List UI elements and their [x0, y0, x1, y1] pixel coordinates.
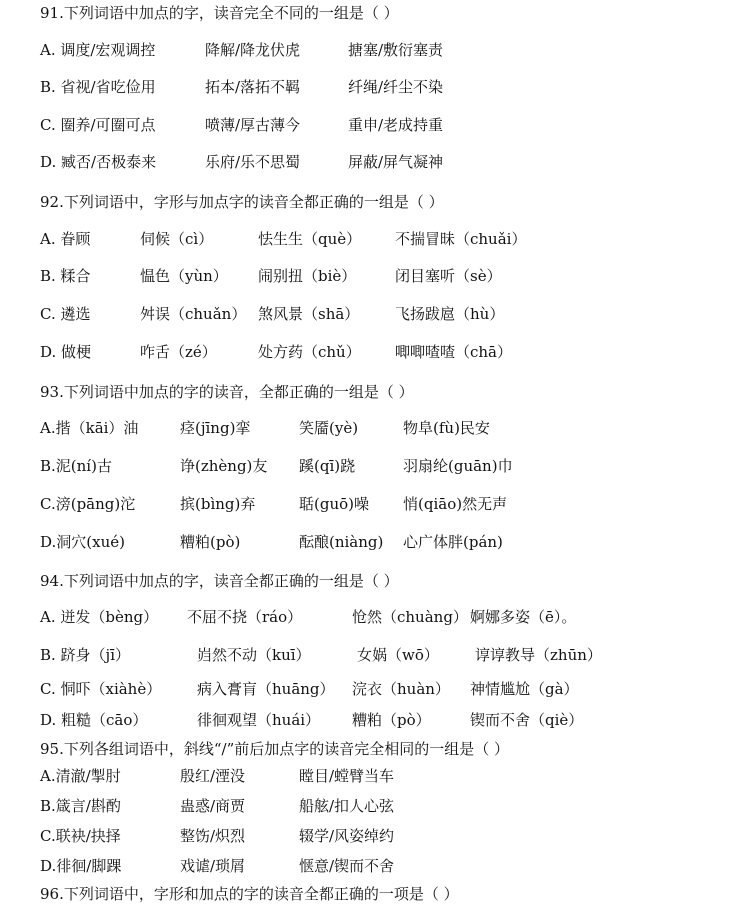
option-word: 诤(zhèng)友	[180, 457, 268, 475]
option-label: B.泥(ní)古	[40, 457, 112, 475]
option-label: A.揩（kāi）油	[40, 419, 139, 437]
question-93-stem: 93.下列词语中加点的字的读音，全都正确的一组是（ ）	[40, 383, 414, 401]
q92-option-c	[0, 305, 743, 323]
option-word: 神情尴尬（gà）	[470, 680, 579, 698]
option-word: 瞠目/螳臂当车	[299, 767, 395, 785]
option-label: A. 迸发（bèng）	[40, 608, 159, 626]
question-91-stem: 91.下列词语中加点的字，读音完全不同的一组是（ ）	[40, 4, 399, 22]
option-word: 乐府/乐不思蜀	[205, 153, 301, 171]
option-word: 蛊惑/商贾	[180, 797, 246, 815]
option-word: 屏蔽/屏气凝神	[348, 153, 444, 171]
option-word: 岿然不动（kuī）	[197, 646, 311, 664]
option-label: A. 眷顾	[40, 230, 91, 248]
q93-option-d	[0, 533, 743, 551]
option-word: 心广体胖(pán)	[403, 533, 503, 551]
q94-option-d	[0, 711, 743, 729]
option-word: 婀娜多姿（ē）。	[470, 608, 577, 626]
option-label: D.洞穴(xué)	[40, 533, 125, 551]
question-96-stem: 96.下列词语中，字形和加点的字的读音全都正确的一项是（ ）	[40, 885, 459, 903]
question-94-stem: 94.下列词语中加点的字，读音全都正确的一组是（ ）	[40, 572, 399, 590]
q95-option-c	[0, 827, 743, 845]
option-word: 纤绳/纤尘不染	[348, 78, 444, 96]
option-word: 酝酿(niàng)	[299, 533, 384, 551]
q94-option-c	[0, 680, 743, 698]
option-word: 惬意/锲而不舍	[299, 857, 395, 875]
q95-option-d	[0, 857, 743, 875]
option-word: 处方药（chǔ）	[258, 343, 361, 361]
option-label: B. 省视/省吃俭用	[40, 78, 156, 96]
option-word: 浣衣（huàn）	[352, 680, 450, 698]
option-word: 戏谑/琐屑	[180, 857, 246, 875]
option-label: C. 圈养/可圈可点	[40, 116, 156, 134]
q93-option-a	[0, 419, 743, 437]
option-word: 殷红/湮没	[180, 767, 246, 785]
option-word: 重申/老成持重	[348, 116, 444, 134]
option-word: 蹊(qī)跷	[299, 457, 356, 475]
question-95-stem: 95.下列各组词语中，斜线“/”前后加点字的读音完全相同的一组是（ ）	[40, 740, 510, 758]
option-label: B.箴言/斟酌	[40, 797, 121, 815]
option-word: 糟粕(pò)	[180, 533, 241, 551]
q91-option-c	[0, 116, 743, 134]
option-word: 女娲（wō）	[357, 646, 439, 664]
option-label: C. 恫吓（xiàhè）	[40, 680, 162, 698]
option-word: 物阜(fù)民安	[403, 419, 490, 437]
option-label: C.滂(pāng)沱	[40, 495, 136, 513]
q91-option-a	[0, 41, 743, 59]
option-label: A.清澈/掣肘	[40, 767, 121, 785]
option-word: 闭目塞听（sè）	[395, 267, 502, 285]
option-word: 怯生生（què）	[258, 230, 362, 248]
option-label: C.联袂/抉择	[40, 827, 121, 845]
option-word: 降解/降龙伏虎	[205, 41, 301, 59]
option-word: 整饬/炽烈	[180, 827, 246, 845]
option-word: 唧唧喳喳（chā）	[395, 343, 513, 361]
option-label: B. 糅合	[40, 267, 91, 285]
option-word: 锲而不舍（qiè）	[470, 711, 584, 729]
option-word: 笑靥(yè)	[299, 419, 359, 437]
option-word: 舛误（chuǎn）	[140, 305, 247, 323]
option-label: B. 跻身（jī）	[40, 646, 131, 664]
option-word: 煞风景（shā）	[258, 305, 360, 323]
option-word: 搪塞/敷衍塞责	[348, 41, 444, 59]
option-word: 痉(jīng)挛	[180, 419, 251, 437]
option-word: 羽扇纶(guān)巾	[403, 457, 513, 475]
option-word: 拓本/落拓不羁	[205, 78, 301, 96]
option-label: D.徘徊/脚踝	[40, 857, 122, 875]
option-word: 糟粕（pò）	[352, 711, 431, 729]
option-word: 闹别扭（biè）	[258, 267, 357, 285]
option-label: C. 遴选	[40, 305, 91, 323]
option-word: 喷薄/厚古薄今	[205, 116, 301, 134]
q92-option-d	[0, 343, 743, 361]
option-word: 伺候（cì）	[140, 230, 214, 248]
option-word: 谆谆教导（zhūn）	[475, 646, 602, 664]
q91-option-b	[0, 78, 743, 96]
option-word: 不揣冒昧（chuǎi）	[395, 230, 527, 248]
option-label: D. 臧否/否极泰来	[40, 153, 157, 171]
option-word: 聒(guō)噪	[299, 495, 369, 513]
option-word: 辍学/风姿绰约	[299, 827, 395, 845]
option-label: D. 做梗	[40, 343, 92, 361]
q94-option-b	[0, 646, 743, 664]
option-word: 飞扬跋扈（hù）	[395, 305, 505, 323]
q95-option-b	[0, 797, 743, 815]
q93-option-c	[0, 495, 743, 513]
q93-option-b	[0, 457, 743, 475]
q92-option-a	[0, 230, 743, 248]
option-word: 不屈不挠（ráo）	[187, 608, 303, 626]
option-word: 摈(bìng)弃	[180, 495, 256, 513]
option-word: 悄(qiāo)然无声	[403, 495, 508, 513]
option-word: 咋舌（zé）	[140, 343, 217, 361]
question-92-stem: 92.下列词语中，字形与加点字的读音全都正确的一组是（ ）	[40, 193, 444, 211]
option-word: 愠色（yùn）	[140, 267, 228, 285]
q91-option-d	[0, 153, 743, 171]
q94-option-a	[0, 608, 743, 626]
option-label: D. 粗糙（cāo）	[40, 711, 148, 729]
option-label: A. 调度/宏观调控	[40, 41, 156, 59]
option-word: 病入膏肓（huāng）	[197, 680, 335, 698]
option-word: 船舷/扣人心弦	[299, 797, 395, 815]
q95-option-a	[0, 767, 743, 785]
option-word: 徘徊观望（huái）	[197, 711, 321, 729]
q92-option-b	[0, 267, 743, 285]
option-word: 怆然（chuàng）	[352, 608, 468, 626]
